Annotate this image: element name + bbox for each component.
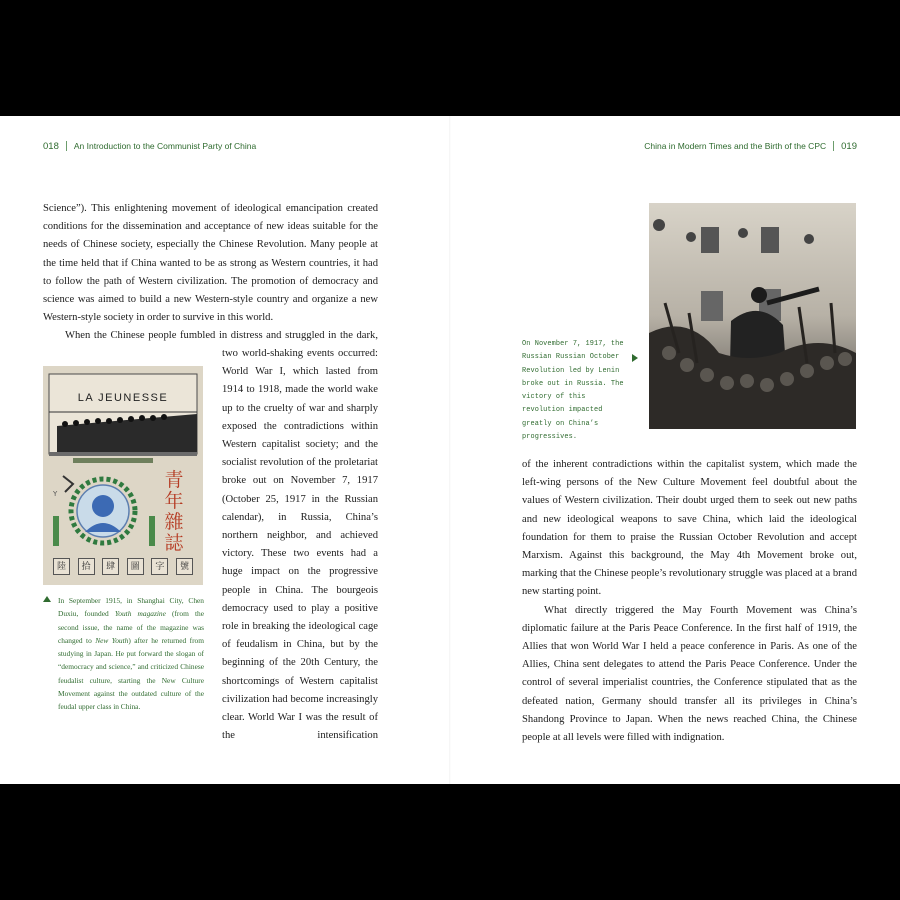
svg-text:Y: Y <box>53 490 58 498</box>
left-page-intro <box>43 200 378 346</box>
left-page-column <box>222 345 378 745</box>
cover-footer-char: 陸 <box>53 558 70 575</box>
left-book-title: An Introduction to the Communist Party of China <box>73 141 257 151</box>
revolution-caption: On November 7, 1917, the Russian Russian October Revolution led by Lenin broke out in Russia. The victory of this revolution impacted greatly on China’s progressives. <box>522 340 624 442</box>
revolution-photo-illustration <box>649 203 856 429</box>
left-page-number: 018 <box>43 141 59 152</box>
caption-italic-title: Youth magazine <box>114 609 166 619</box>
cover-footer-char: 拾 <box>78 558 95 575</box>
caption-pointer-up-icon <box>43 596 51 602</box>
cover-chinese-title: 青年雜誌 <box>164 470 184 554</box>
cover-footer-char: 字 <box>151 558 168 575</box>
divider <box>833 141 834 151</box>
right-page-number: 019 <box>841 141 857 152</box>
cover-title: LA JEUNESSE <box>77 392 169 404</box>
paragraph-contradictions: of the inherent contradictions within the capitalist system, which made the left-wing persons of the New Culture Movement feel doubtful about the values of Western civilization. Their doubt urged them to seek out new paths and new ideological weapons to save China, which laid the ideological foundation for them to praise the Russian October Revolution and accept Marxism. Against this background, the May 4th Movement broke out, marking that the Chinese people’s revolutionary struggle was placed at a brand new starting point. <box>522 459 857 598</box>
right-page-text <box>522 456 857 747</box>
cover-footer-boxes <box>53 558 193 575</box>
caption-italic-title: New Youth <box>95 635 129 645</box>
book-spread <box>0 116 900 784</box>
paragraph-start: When the Chinese people fumbled in distress and struggled in the dark, <box>65 330 378 342</box>
caption-text: ) after he returned from studying in Japan. He put forward the slogan of “democracy and science,” and criticized Chinese feudalist culture, starting the New Culture Movement against the outdated culture of the feudal upper class in China. <box>58 635 204 712</box>
cover-caption <box>58 594 204 714</box>
cover-footer-char: 肆 <box>102 558 119 575</box>
cover-footer-char: 號 <box>176 558 193 575</box>
divider <box>66 141 67 151</box>
la-jeunesse-cover-image <box>43 366 203 585</box>
gutter-shadow <box>449 116 451 784</box>
paragraph-science: Science”). This enlightening movement of ideological emancipation created conditions for the dissemination and acceptance of new ideas suitable for the needs of Chinese society, especially the Chinese Revolution. Many people at the time held that if China wanted to be as strong as Western countries, it had to follow the path of Western civilization. The promotion of democracy and science was aimed to build a new Western-style country and organize a new Western-style society in order to survive in this world. <box>43 203 378 324</box>
caption-text: In September 1915, in Shanghai City, Chen Duxiu, founded <box>58 596 204 619</box>
caption-pointer-right-icon <box>632 354 638 362</box>
paragraph-world-events: two world-shaking events occurred: World War I, which lasted from 1914 to 1918, made the world wake up to the cruelty of war and sharply exposed the contradictions within Western capitalist society; and the socialist revolution of the proletariat broke out on November 7, 1917 (October 25, 1917 in the Russian calendar), in Russia, China’s northern neighbor, and achieved victory. These two events had a huge impact on the progressive people in China. The bourgeois democracy used to play a positive role in breaking the ideological cage of feudalism in China, but by the beginning of the 20th Century, the shortcomings of Western capitalist civilization had become increasingly clear. World War I was the result of the intensification <box>222 348 378 742</box>
right-running-head <box>644 141 857 152</box>
right-chapter-title: China in Modern Times and the Birth of the CPC <box>644 141 827 151</box>
cover-footer-char: 圖 <box>127 558 144 575</box>
lenin-speech-photo <box>649 203 856 429</box>
caption-text: (from the second issue, the name of the magazine was changed to <box>58 609 205 645</box>
left-running-head <box>43 141 256 152</box>
paragraph-may-fourth: What directly triggered the May Fourth Movement was China’s diplomatic failure at the Paris Peace Conference. In the first half of 1919, the Allies that won World War I held a peace conference in Paris. As one of the Allies, China sent delegates to attend the Paris Peace Conference. Under the control of several imperialist countries, the Conference stipulated that as the defeated nation, Germany should transfer all its privileges in China’s Shandong Province to Japan. When the news reached China, the Chinese people at all levels were filled with indignation. <box>522 604 857 744</box>
